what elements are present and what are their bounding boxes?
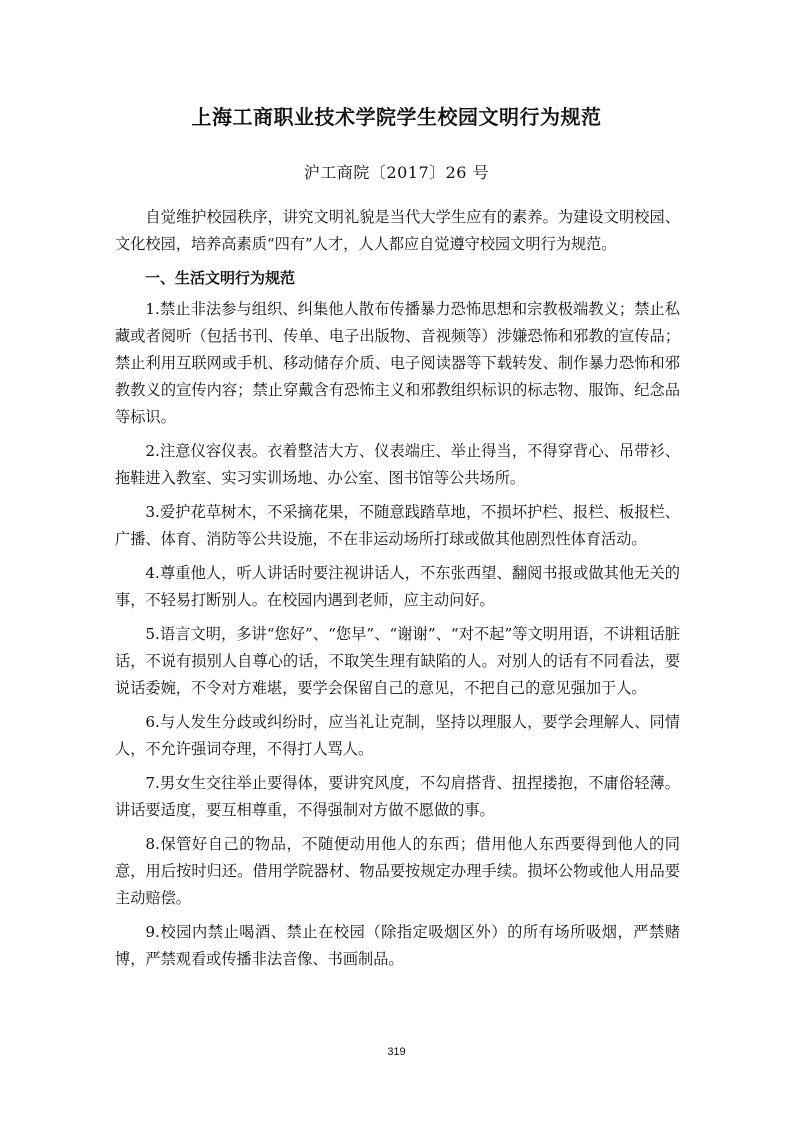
rule-item: 9.校园内禁止喝酒、禁止在校园（除指定吸烟区外）的所有场所吸烟，严禁赌博，严禁观看或传播非法音像、书画制品。 <box>115 923 680 968</box>
rule-item: 5.语言文明，多讲“您好”、“您早”、“谢谢”、“对不起”等文明用语，不讲粗话脏话，不说有损别人自尊心的话，不取笑生理有缺陷的人。对别人的话有不同看法，要说话委婉，不令对方难堪，要学会保留自己的意见，不把自己的意见强加于人。 <box>115 625 680 697</box>
section-heading: 一、生活文明行为规范 <box>145 269 296 287</box>
document-title: 上海工商职业技术学院学生校园文明行为规范 <box>191 105 602 129</box>
document-body <box>115 204 680 980</box>
document-number: 沪工商院〔2017〕26 号 <box>303 163 490 182</box>
rule-item: 8.保管好自己的物品，不随便动用他人的东西；借用他人东西要得到他人的同意，用后按时归还。借用学院器材、物品要按规定办理手续。损坏公物或他人用品要主动赔偿。 <box>115 835 680 907</box>
rule-item: 1.禁止非法参与组织、纠集他人散布传播暴力恐怖思想和宗教极端教义；禁止私藏或者阅听（包括书刊、传单、电子出版物、音视频等）涉嫌恐怖和邪教的宣传品；禁止利用互联网或手机、移动储存介质、电子阅读器等下载转发、制作暴力恐怖和邪教教义的宣传内容；禁止穿戴含有恐怖主义和邪教组织标识的标志物、服饰、纪念品等标识。 <box>115 300 680 426</box>
page-number: 319 <box>387 1046 406 1058</box>
rule-item: 3.爱护花草树木，不采摘花果，不随意践踏草地，不损坏护栏、报栏、板报栏、广播、体育、消防等公共设施，不在非运动场所打球或做其他剧烈性体育活动。 <box>115 503 680 548</box>
intro-paragraph: 自觉维护校园秩序，讲究文明礼貌是当代大学生应有的素养。为建设文明校园、文化校园，培养高素质“四有”人才，人人都应自觉遵守校园文明行为规范。 <box>115 208 680 253</box>
rule-item: 6.与人发生分歧或纠纷时，应当礼让克制，坚持以理服人，要学会理解人、同情人，不允许强词夺理，不得打人骂人。 <box>115 713 680 758</box>
rule-item: 7.男女生交往举止要得体，要讲究风度，不勾肩搭背、扭捏搂抱，不庸俗轻薄。讲话要适度，要互相尊重，不得强制对方做不愿做的事。 <box>115 774 680 819</box>
rule-item: 2.注意仪容仪表。衣着整洁大方、仪表端庄、举止得当，不得穿背心、吊带衫、拖鞋进入教室、实习实训场地、办公室、图书馆等公共场所。 <box>115 442 680 487</box>
rule-item: 4.尊重他人，听人讲话时要注视讲话人，不东张西望、翻阅书报或做其他无关的事，不轻易打断别人。在校园内遇到老师，应主动问好。 <box>115 564 680 609</box>
